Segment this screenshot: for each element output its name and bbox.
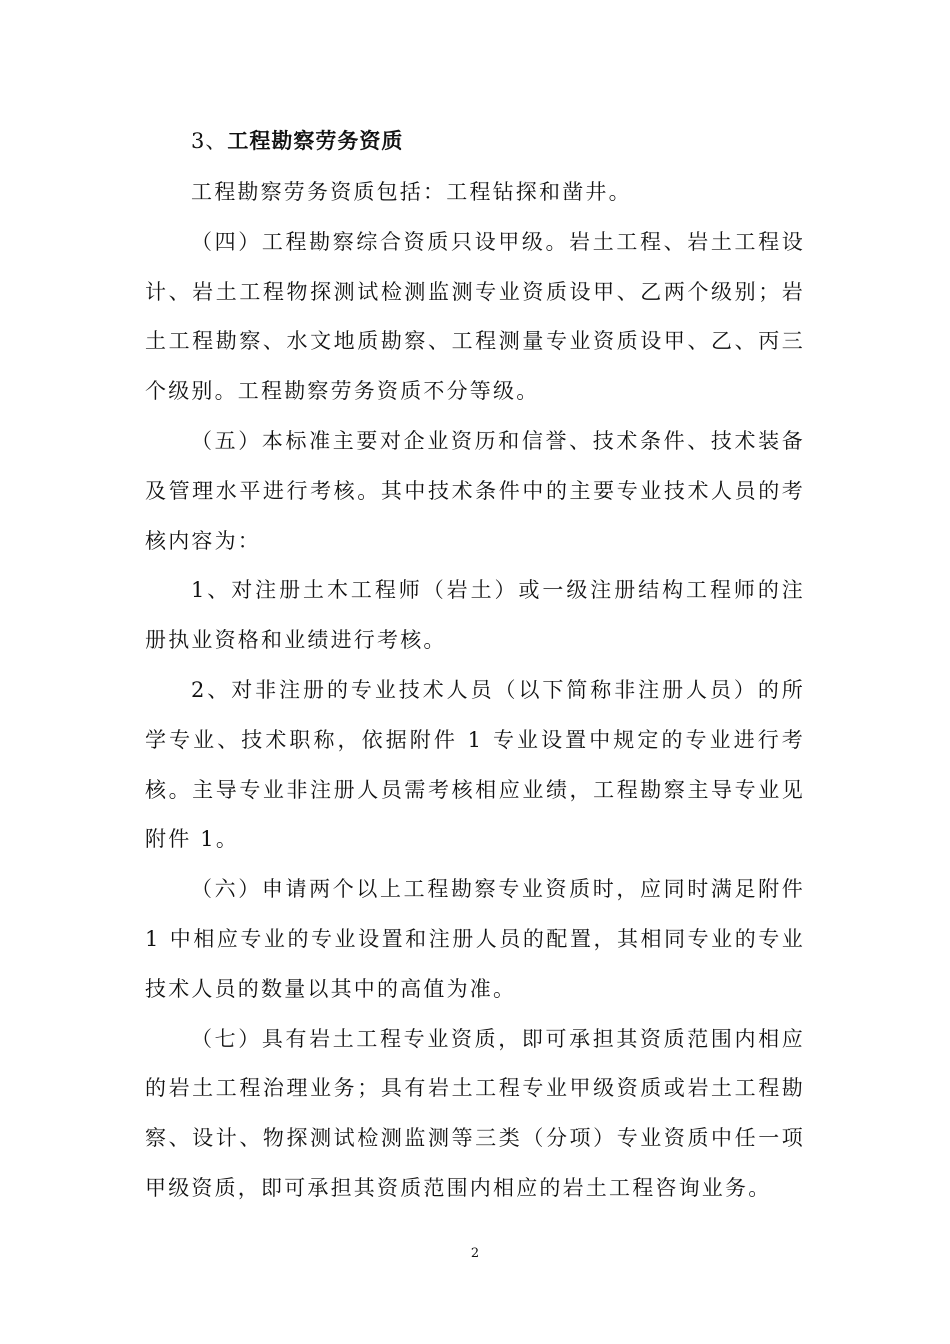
- section-heading: [145, 118, 805, 163]
- paragraph-labor-qualification-scope: 工程勘察劳务资质包括：工程钻探和凿井。: [191, 180, 632, 204]
- document-page: [145, 118, 805, 1214]
- paragraph-registered-engineers: 1、对注册土木工程师（岩土）或一级注册结构工程师的注册执业资格和业绩进行考核。: [145, 578, 805, 653]
- section-title: 工程勘察劳务资质: [227, 128, 404, 153]
- section-number: 3、: [191, 129, 228, 153]
- paragraph-qualification-grades: （四）工程勘察综合资质只设甲级。岩土工程、岩土工程设计、岩土工程物探测试检测监测专业资质设甲、乙两个级别；岩土工程勘察、水文地质勘察、工程测量专业资质设甲、乙、丙三个级别。工程勘察劳务资质不分等级。: [145, 229, 805, 404]
- paragraph-non-registered-staff: 2、对非注册的专业技术人员（以下简称非注册人员）的所学专业、技术职称，依据附件 1 专业设置中规定的专业进行考核。主导专业非注册人员需考核相应业绩，工程勘察主导专业见附件 1。: [145, 677, 805, 852]
- paragraph-multiple-qualifications: （六）申请两个以上工程勘察专业资质时，应同时满足附件 1 中相应专业的专业设置和注册人员的配置，其相同专业的专业技术人员的数量以其中的高值为准。: [145, 877, 805, 1001]
- page-number: 2: [470, 1246, 480, 1261]
- paragraph-geotechnical-business: （七）具有岩土工程专业资质，即可承担其资质范围内相应的岩土工程治理业务；具有岩土工程专业甲级资质或岩土工程勘察、设计、物探测试检测监测等三类（分项）专业资质中任一项甲级资质，即可承担其资质范围内相应的岩土工程咨询业务。: [145, 1026, 805, 1200]
- paragraph-assessment-criteria: （五）本标准主要对企业资历和信誉、技术条件、技术装备及管理水平进行考核。其中技术条件中的主要专业技术人员的考核内容为：: [145, 428, 805, 553]
